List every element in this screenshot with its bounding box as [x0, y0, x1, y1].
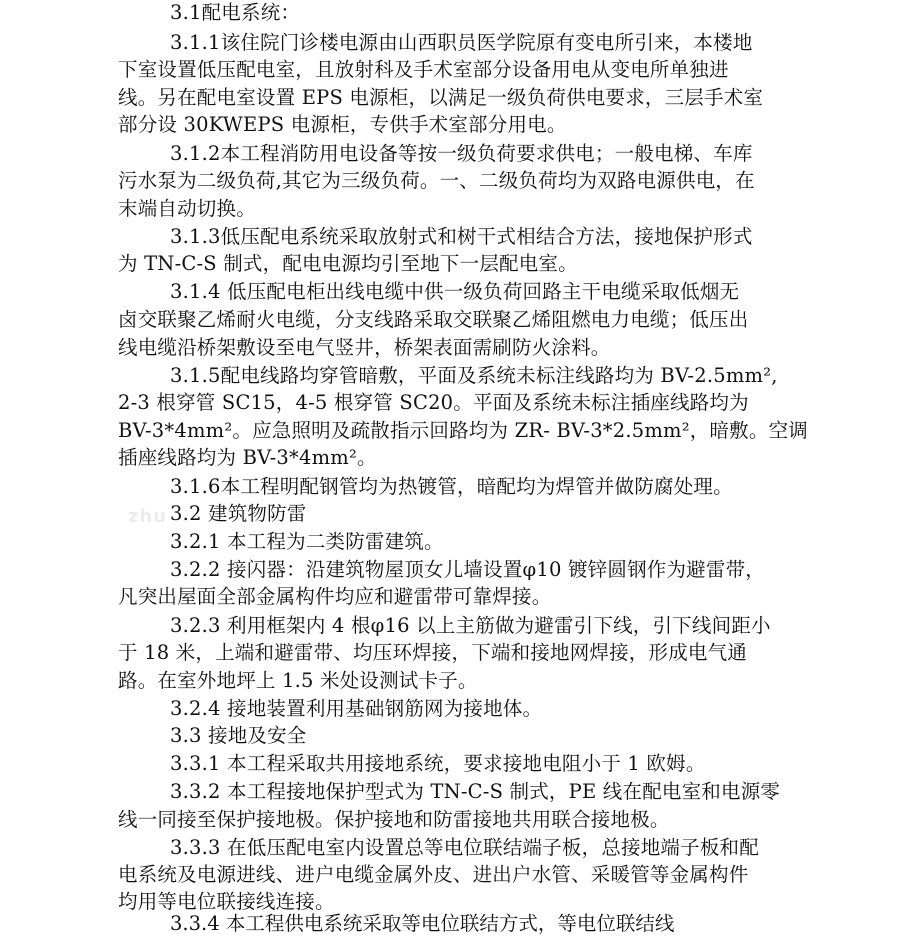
paragraph-line: 3.1.2本工程消防用电设备等按一级负荷要求供电；一般电梯、车库 — [170, 142, 753, 165]
paragraph-line: 插座线路均为 BV-3*4mm²。 — [118, 446, 377, 469]
paragraph-line: 卤交联聚乙烯耐火电缆，分支线路采取交联聚乙烯阻燃电力电缆；低压出 — [118, 308, 749, 331]
paragraph-line: 电系统及电源进线、进户电缆金属外皮、进出户水管、采暖管等金属构件 — [118, 863, 749, 886]
paragraph-line: 2-3 根穿管 SC15，4-5 根穿管 SC20。平面及系统未标注插座线路均为 — [118, 391, 749, 414]
paragraph-line: 路。在室外地坪上 1.5 米处设测试卡子。 — [118, 669, 478, 692]
paragraph-line: 下室设置低压配电室，且放射科及手术室部分设备用电从变电所单独进 — [118, 58, 729, 81]
paragraph-line: 3.2.1 本工程为二类防雷建筑。 — [170, 530, 444, 553]
paragraph-line: 为 TN-C-S 制式，配电电源均引至地下一层配电室。 — [118, 252, 578, 275]
paragraph-line: 3.1.3低压配电系统采取放射式和树干式相结合方法，接地保护形式 — [170, 225, 753, 248]
paragraph-line: 末端自动切换。 — [118, 197, 256, 220]
paragraph-line: 3.3.2 本工程接地保护型式为 TN-C-S 制式，PE 线在配电室和电源零 — [170, 780, 781, 803]
paragraph-line: 3.1.4 低压配电柜出线电缆中供一级负荷回路主干电缆采取低烟无 — [170, 280, 740, 303]
section-heading-3-2: 3.2 建筑物防雷 — [170, 502, 307, 525]
section-heading-3-1: 3.1配电系统： — [170, 1, 301, 24]
paragraph-line: 3.1.5配电线路均穿管暗敷，平面及系统未标注线路均为 BV-2.5mm², — [170, 364, 778, 387]
paragraph-line: 3.2.2 接闪器：沿建筑物屋顶女儿墙设置φ10 镀锌圆钢作为避雷带， — [170, 558, 765, 581]
watermark: zhu — [128, 506, 168, 527]
paragraph-line: 部分设 30KWEPS 电源柜，专供手术室部分用电。 — [118, 113, 567, 136]
cut-off-line — [0, 906, 907, 935]
paragraph-line: 3.3.1 本工程采取共用接地系统，要求接地电阻小于 1 欧姆。 — [170, 752, 706, 775]
paragraph-line: 于 18 米，上端和避雷带、均压环焊接，下端和接地网焊接，形成电气通 — [118, 641, 748, 664]
paragraph-line: 3.2.3 利用框架内 4 根φ16 以上主筋做为避雷引下线，引下线间距小 — [170, 614, 771, 637]
cut-off-text: 3.3.4 本工程供电系统采取等电位联结方式，等电位联结线 — [170, 912, 675, 935]
paragraph-line: 3.1.1该住院门诊楼电源由山西职员医学院原有变电所引来，本楼地 — [170, 31, 753, 54]
paragraph-line: 3.1.6本工程明配钢管均为热镀管，暗配均为焊管并做防腐处理。 — [170, 475, 733, 498]
paragraph-line: 均用等电位联接线连接。 — [118, 890, 335, 913]
paragraph-line: 3.2.4 接地装置利用基础钢筋网为接地体。 — [170, 697, 543, 720]
paragraph-line: BV-3*4mm²。应急照明及疏散指示回路均为 ZR- BV-3*2.5mm²，暗敷。空调 — [118, 419, 808, 442]
paragraph-line: 线电缆沿桥架敷设至电气竖井，桥架表面需刷防火涂料。 — [118, 336, 611, 359]
paragraph-line: 污水泵为二级负荷,其它为三级负荷。一、二级负荷均为双路电源供电，在 — [118, 169, 755, 192]
paragraph-line: 线。另在配电室设置 EPS 电源柜，以满足一级负荷供电要求，三层手术室 — [118, 86, 764, 109]
paragraph-line: 3.3.3 在低压配电室内设置总等电位联结端子板，总接地端子板和配 — [170, 836, 759, 859]
paragraph-line: 线一同接至保护接地极。保护接地和防雷接地共用联合接地极。 — [118, 808, 670, 831]
section-heading-3-3: 3.3 接地及安全 — [170, 724, 307, 747]
paragraph-line: 凡突出屋面全部金属构件均应和避雷带可靠焊接。 — [118, 585, 552, 608]
